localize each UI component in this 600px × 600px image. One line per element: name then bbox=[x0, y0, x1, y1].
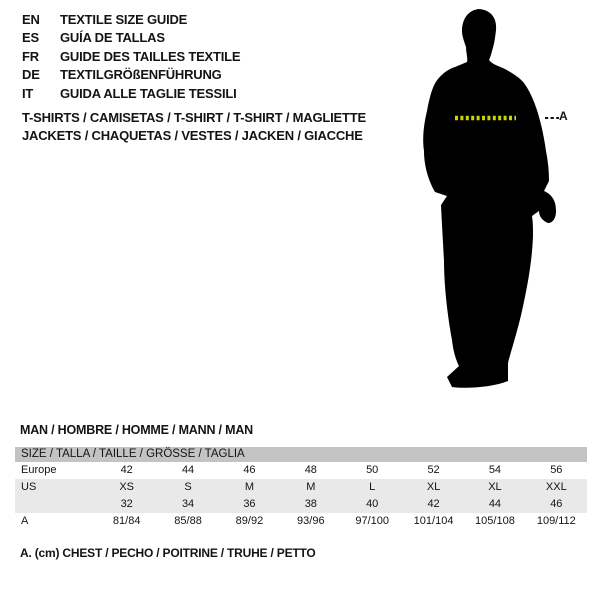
language-list bbox=[22, 11, 240, 103]
language-row bbox=[22, 48, 240, 66]
language-code: IT bbox=[22, 85, 34, 101]
size-table-cell: 42 bbox=[427, 498, 440, 510]
size-table-row-label bbox=[15, 496, 96, 513]
size-table-cell: 44 bbox=[181, 464, 195, 476]
section-title-man: MAN / HOMBRE / HOMME / MANN / MAN bbox=[20, 423, 253, 437]
language-row bbox=[22, 66, 240, 84]
size-table-cell: 93/96 bbox=[297, 515, 325, 527]
size-table-cell: XL bbox=[426, 481, 441, 493]
category-line-jackets: JACKETS / CHAQUETAS / VESTES / JACKEN / GIACCHE bbox=[22, 128, 363, 143]
size-table-cell: 105/108 bbox=[475, 515, 515, 527]
size-table-body bbox=[15, 462, 587, 530]
size-table-cell: 97/100 bbox=[355, 515, 390, 527]
language-code: DE bbox=[22, 67, 40, 83]
language-title: TEXTILGRÖßENFÜHRUNG bbox=[60, 67, 222, 83]
size-table-cell: M bbox=[306, 481, 316, 493]
language-title: GUIDA ALLE TAGLIE TESSILI bbox=[60, 85, 237, 101]
size-table-cell: 109/112 bbox=[536, 515, 576, 527]
size-table-cell: 40 bbox=[366, 498, 379, 510]
size-table-row bbox=[15, 462, 587, 479]
size-table-row-label: A bbox=[21, 515, 29, 527]
language-code: FR bbox=[22, 48, 39, 64]
size-table-cell: S bbox=[184, 481, 192, 493]
size-table-cell: 38 bbox=[304, 498, 317, 510]
size-table-header: SIZE / TALLA / TAILLE / GRÖSSE / TAGLIA bbox=[15, 447, 587, 462]
size-table-row-label: US bbox=[21, 481, 37, 493]
size-table-cell: 36 bbox=[243, 498, 256, 510]
language-code: EN bbox=[22, 12, 40, 27]
measure-label-a: A bbox=[559, 109, 568, 123]
size-table-cell: 52 bbox=[427, 464, 440, 476]
size-table-cell: 56 bbox=[550, 464, 563, 476]
language-row bbox=[22, 11, 240, 29]
measure-footnote: A. (cm) CHEST / PECHO / POITRINE / TRUHE / PETTO bbox=[20, 546, 316, 560]
language-title: TEXTILE SIZE GUIDE bbox=[60, 12, 188, 27]
size-table-cell: XXL bbox=[545, 481, 567, 493]
language-row bbox=[22, 85, 240, 103]
size-table-cell: 44 bbox=[488, 498, 502, 510]
size-table-cell: 101/104 bbox=[413, 515, 454, 527]
size-table-cell: 42 bbox=[120, 464, 133, 476]
man-silhouette-figure bbox=[413, 3, 563, 393]
size-table-cell: 89/92 bbox=[235, 515, 264, 527]
size-table-cell: 46 bbox=[550, 498, 563, 510]
size-table-cell: L bbox=[369, 481, 376, 493]
size-table-cell: 34 bbox=[181, 498, 195, 510]
size-table-cell: 48 bbox=[304, 464, 317, 476]
size-table-cell: 54 bbox=[488, 464, 502, 476]
man-silhouette bbox=[423, 9, 556, 388]
size-table-row bbox=[15, 496, 587, 513]
size-table bbox=[15, 447, 587, 530]
category-lines bbox=[22, 109, 366, 145]
size-table-row bbox=[15, 513, 587, 530]
category-line-tshirts: T-SHIRTS / CAMISETAS / T-SHIRT / T-SHIRT / MAGLIETTE bbox=[22, 110, 366, 125]
size-table-cell: 50 bbox=[366, 464, 379, 476]
size-table-cell: XS bbox=[119, 481, 135, 493]
size-table-cell: 85/88 bbox=[174, 515, 202, 527]
size-table-row bbox=[15, 479, 587, 496]
size-table-cell: 32 bbox=[120, 498, 133, 510]
size-table-row-label: Europe bbox=[21, 464, 57, 476]
language-title: GUIDE DES TAILLES TEXTILE bbox=[60, 48, 241, 64]
size-table-cell: 46 bbox=[243, 464, 256, 476]
size-table-cell: XL bbox=[488, 481, 502, 493]
size-table-cell: M bbox=[244, 481, 255, 493]
size-table-cell: 81/84 bbox=[112, 515, 141, 527]
language-title: GUÍA DE TALLAS bbox=[60, 30, 165, 46]
language-row bbox=[22, 29, 240, 47]
language-code: ES bbox=[22, 30, 39, 46]
